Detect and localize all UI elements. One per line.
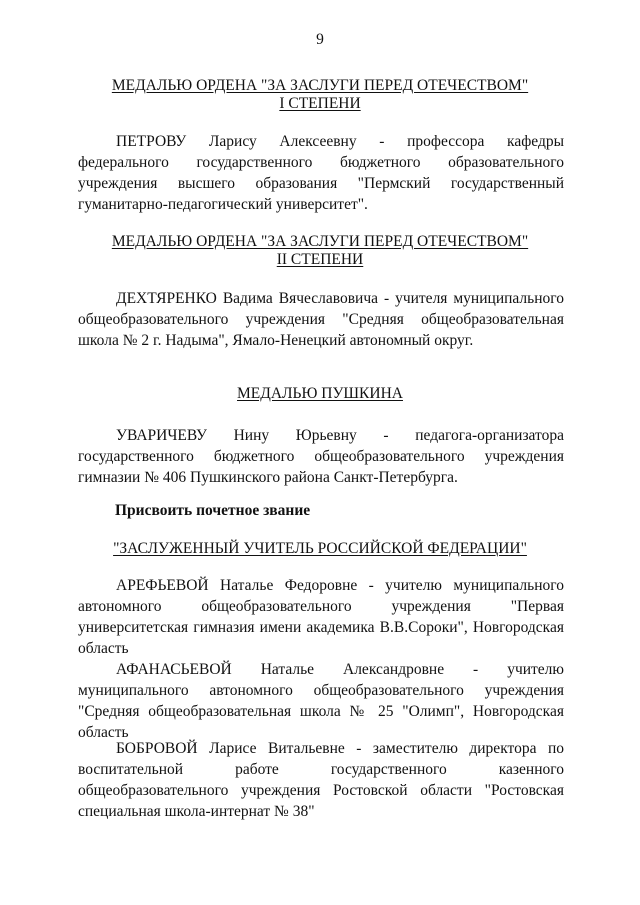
assign-title-label: Присвоить почетное звание bbox=[115, 502, 311, 519]
award-entry-1 bbox=[78, 131, 564, 215]
honorary-entry-3 bbox=[78, 738, 564, 822]
honorary-entry-1 bbox=[78, 575, 564, 659]
award-heading-3-line1: МЕДАЛЬЮ ПУШКИНА bbox=[237, 385, 403, 402]
honorary-entry-3-text: БОБРОВОЙ Ларисе Витальевне - заместителю директора по воспитательной работе государственного казенного общеобразовательного учреждения Ростовской области "Ростовская специальная школа-интернат № 38" bbox=[78, 740, 564, 820]
award-entry-3 bbox=[78, 425, 564, 488]
award-entry-1-text: ПЕТРОВУ Ларису Алексеевну - профессора кафедры федерального государственного бюджетного образовательного учреждения высшего образования "Пермский государственный гуманитарно-педагогический университет". bbox=[78, 133, 564, 213]
honorary-entry-1-text: АРЕФЬЕВОЙ Наталье Федоровне - учителю муниципального автономного общеобразовательного учреждения "Первая университетская гимназия имени академика В.В.Сороки", Новгородская область bbox=[78, 577, 564, 657]
award-heading-2-line2: II СТЕПЕНИ bbox=[276, 251, 364, 268]
award-heading-3 bbox=[70, 385, 570, 403]
honorary-title-heading-text: "ЗАСЛУЖЕННЫЙ УЧИТЕЛЬ РОССИЙСКОЙ ФЕДЕРАЦИИ" bbox=[113, 540, 527, 557]
award-entry-2 bbox=[78, 288, 564, 351]
honorary-title-heading bbox=[70, 540, 570, 558]
award-heading-1-line1: МЕДАЛЬЮ ОРДЕНА "ЗА ЗАСЛУГИ ПЕРЕД ОТЕЧЕСТВОМ" bbox=[111, 77, 529, 94]
award-heading-1-line2: I СТЕПЕНИ bbox=[279, 95, 361, 112]
page-number: 9 bbox=[316, 31, 324, 48]
honorary-entry-2 bbox=[78, 659, 564, 743]
honorary-entry-2-text: АФАНАСЬЕВОЙ Наталье Александровне - учителю муниципального автономного общеобразовательного учреждения "Средняя общеобразовательная школа № 25 "Олимп", Новгородская область bbox=[78, 661, 564, 741]
award-heading-2-line1: МЕДАЛЬЮ ОРДЕНА "ЗА ЗАСЛУГИ ПЕРЕД ОТЕЧЕСТВОМ" bbox=[111, 233, 529, 250]
award-entry-2-text: ДЕХТЯРЕНКО Вадима Вячеславовича - учителя муниципального общеобразовательного учреждения "Средняя общеобразовательная школа № 2 г. Надыма", Ямало-Ненецкий автономный округ. bbox=[78, 290, 564, 349]
award-heading-2 bbox=[70, 233, 570, 269]
award-entry-3-text: УВАРИЧЕВУ Нину Юрьевну - педагога-организатора государственного бюджетного общеобразовательного учреждения гимназии № 406 Пушкинского района Санкт-Петербурга. bbox=[78, 427, 564, 486]
award-heading-1 bbox=[70, 77, 570, 113]
